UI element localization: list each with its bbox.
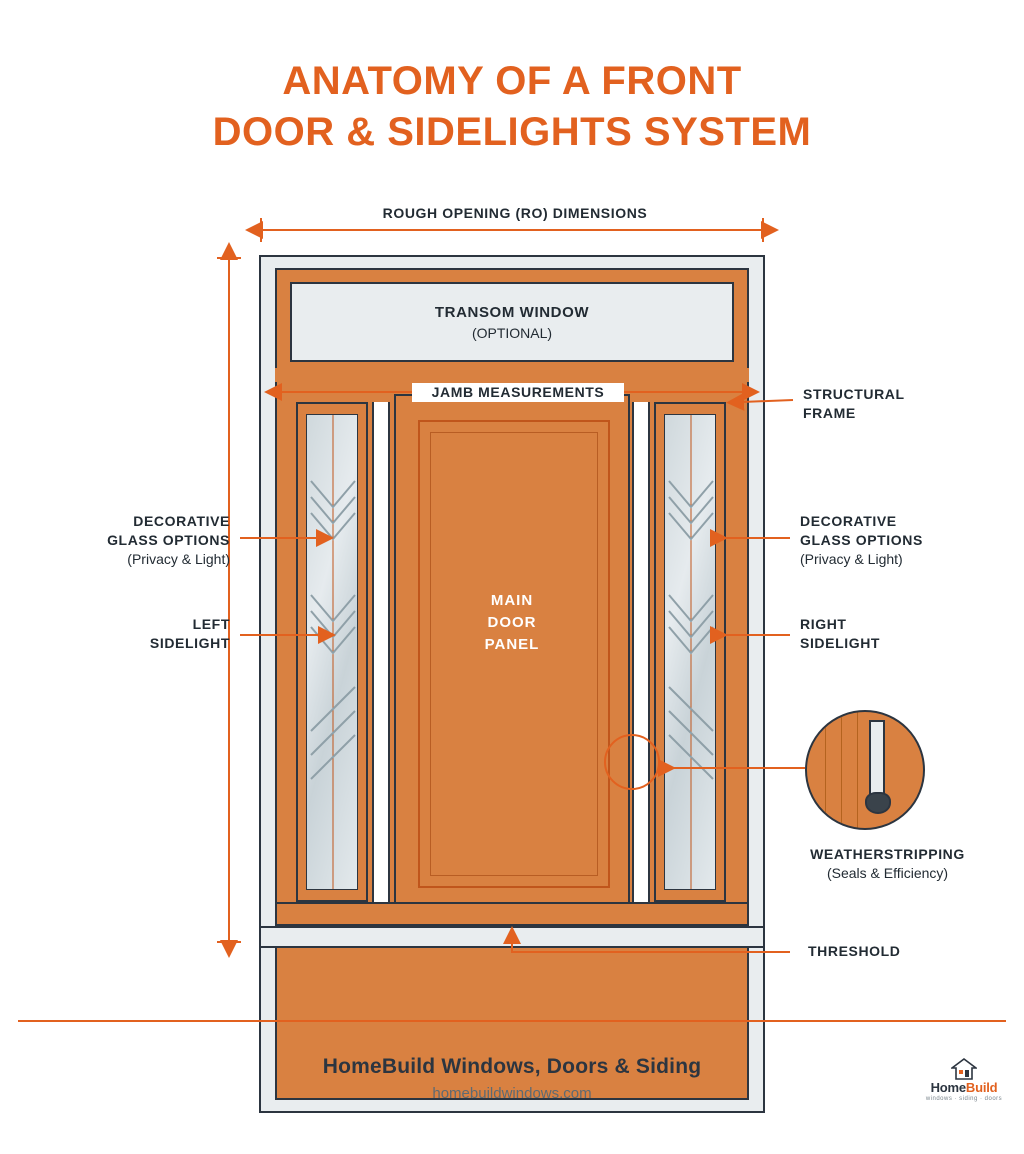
structural-frame-line-2: FRAME bbox=[803, 404, 856, 421]
title-line-1: ANATOMY OF A FRONT bbox=[282, 59, 742, 103]
weatherstripping-sub: (Seals & Efficiency) bbox=[826, 864, 949, 881]
left-sidelight-label bbox=[80, 615, 230, 653]
weatherstripping-line-1: WEATHERSTRIPPING bbox=[810, 846, 965, 862]
decorative-glass-right-line-1: DECORATIVE bbox=[800, 513, 897, 529]
door-label-line-3: PANEL bbox=[484, 635, 540, 653]
transom-sublabel: (OPTIONAL) bbox=[471, 324, 553, 341]
logo-word-part1: Home bbox=[930, 1080, 966, 1095]
title-line-2: DOOR & SIDELIGHTS SYSTEM bbox=[212, 110, 812, 155]
homebuild-logo bbox=[922, 1058, 1006, 1110]
logo-tagline: windows · siding · doors bbox=[925, 1096, 1003, 1102]
decorative-glass-right bbox=[664, 414, 716, 890]
transom-label: TRANSOM WINDOW bbox=[434, 303, 590, 321]
door-label-line-2: DOOR bbox=[487, 613, 537, 631]
door-anatomy-diagram bbox=[0, 190, 1024, 990]
decorative-glass-left-line-1: DECORATIVE bbox=[133, 513, 230, 529]
logo-wordmark bbox=[922, 1080, 1006, 1095]
weatherstripping-detail bbox=[805, 710, 925, 830]
footer-divider bbox=[18, 1020, 1006, 1022]
sill bbox=[259, 926, 765, 948]
right-jamb-gap bbox=[632, 402, 650, 902]
structural-frame-line-1: STRUCTURAL bbox=[803, 386, 905, 402]
transom-window bbox=[290, 282, 734, 362]
threshold-bar bbox=[275, 902, 749, 926]
door-label-line-1: MAIN bbox=[490, 592, 534, 609]
page-title bbox=[0, 56, 1024, 158]
right-sidelight-line-1: RIGHT bbox=[800, 616, 847, 632]
jamb-measurements-label: JAMB MEASUREMENTS bbox=[412, 383, 624, 402]
decorative-glass-right-label bbox=[800, 512, 980, 569]
left-sidelight-line-1: LEFT bbox=[192, 616, 230, 632]
company-website[interactable]: homebuildwindows.com bbox=[432, 1085, 592, 1102]
decorative-glass-left-line-2: GLASS OPTIONS bbox=[107, 531, 230, 548]
threshold-label bbox=[808, 942, 901, 961]
decorative-glass-left-sub: (Privacy & Light) bbox=[127, 550, 230, 567]
left-jamb-gap bbox=[372, 402, 390, 902]
house-icon bbox=[951, 1058, 977, 1080]
decorative-glass-left bbox=[306, 414, 358, 890]
right-sidelight bbox=[654, 402, 726, 902]
structural-frame-label bbox=[803, 385, 905, 423]
left-sidelight bbox=[296, 402, 368, 902]
footer bbox=[0, 1055, 1024, 1102]
decorative-glass-right-line-2: GLASS OPTIONS bbox=[800, 531, 923, 548]
logo-word-part2: Build bbox=[965, 1080, 998, 1095]
weatherstrip-bulb bbox=[865, 792, 891, 814]
rough-opening-label: ROUGH OPENING (RO) DIMENSIONS bbox=[382, 205, 648, 221]
left-sidelight-line-2: SIDELIGHT bbox=[149, 634, 230, 651]
weatherstripping-label bbox=[780, 845, 995, 883]
right-sidelight-line-2: SIDELIGHT bbox=[800, 634, 881, 651]
main-door-panel-label bbox=[394, 590, 630, 655]
decorative-glass-left-label bbox=[70, 512, 230, 569]
decorative-glass-right-sub: (Privacy & Light) bbox=[800, 550, 903, 567]
jamb-band bbox=[275, 368, 749, 382]
right-sidelight-label bbox=[800, 615, 960, 653]
company-name: HomeBuild Windows, Doors & Siding bbox=[322, 1055, 702, 1078]
weatherstripping-focus-circle bbox=[604, 734, 660, 790]
threshold-line-1: THRESHOLD bbox=[808, 943, 901, 959]
